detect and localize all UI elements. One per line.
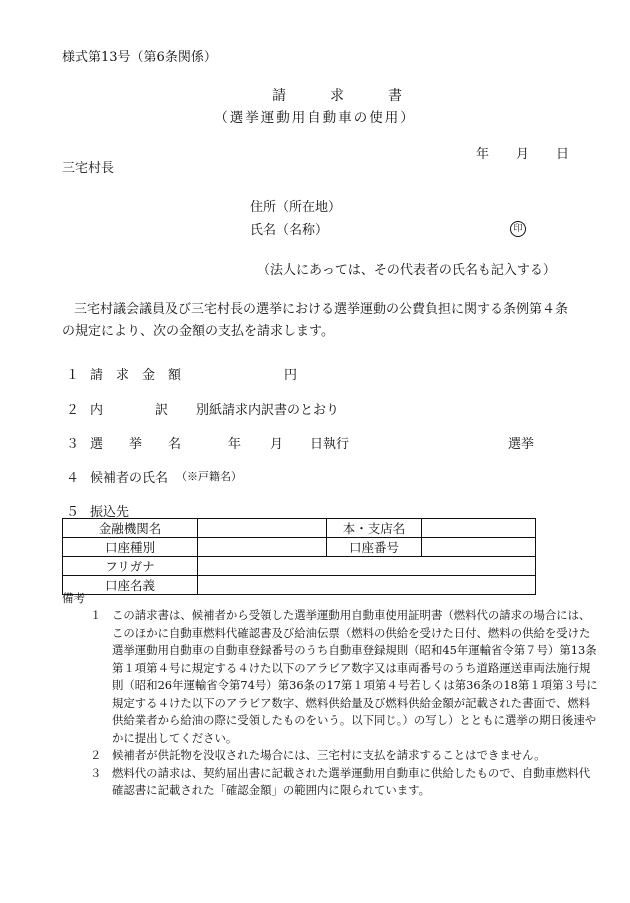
corporate-note: （法人にあっては、その代表者の氏名も記入する） — [257, 263, 556, 278]
address-label: 住所（所在地） — [250, 200, 342, 215]
table-row — [63, 557, 536, 576]
note-item — [78, 747, 598, 765]
item-label: 振込先 — [90, 505, 130, 520]
election-day-exec: 日執行 — [310, 437, 350, 452]
request-body-text: 三宅村議会議員及び三宅村長の選挙における選挙運動の公費負担に関する条例第４条の規定により、次の金額の支払を請求します。 — [62, 302, 569, 339]
item-number: ４ — [66, 471, 80, 486]
item-number: ５ — [66, 505, 80, 520]
date-year: 年 — [476, 147, 490, 162]
branch-label: 本・支店名 — [327, 519, 422, 538]
item-candidate-name — [62, 467, 582, 485]
form-number: 様式第13号（第6条関係） — [62, 50, 217, 65]
document-title: 請求書 — [272, 88, 446, 104]
amount-unit: 円 — [284, 368, 298, 383]
item-label: 請 求 金 額 — [90, 368, 182, 383]
item-request-amount — [62, 364, 582, 382]
note-text: この請求書は、候補者から受領した選挙運動用自動車使用証明書（燃料代の請求の場合には、このほかに自動車燃料代確認書及び給油伝票（燃料の供給を受けた日付、燃料の供給を受けた選挙運動用自動車の自動車登録番号のうち自動車登録規則（昭和45年運輸省令第７号）第13条第１項第４号に規定する４けた以下のアラビア数字又は車両番号のうち道路運送車両法施行規則（昭和26年運輸省令第74号）第36条の17第１項第４号若しくは第36条の18第１項第３号に規定する４けた以下のアラビア数字、燃料供給量及び燃料供給金額が記載された書面で、燃料供給業者から給油の際に受領したものをいう。以下同じ。）の写し）とともに選挙の期日後速やかに提出してください。 — [112, 608, 598, 745]
bank-name-label: 金融機関名 — [63, 519, 198, 538]
document-subtitle: （選挙運動用自動車の使用） — [214, 110, 416, 126]
item-value: 別紙請求内訳書のとおり — [196, 403, 340, 418]
notes-list — [78, 607, 598, 800]
item-number: ３ — [66, 437, 80, 452]
note-number: ２ — [90, 748, 102, 762]
election-suffix: 選挙 — [508, 437, 535, 452]
addressee: 三宅村長 — [62, 161, 115, 176]
table-row — [63, 576, 536, 595]
item-breakdown — [62, 399, 582, 417]
account-holder-field[interactable] — [198, 576, 536, 595]
seal-mark — [510, 219, 526, 237]
item-note: （※戸籍名） — [176, 470, 242, 483]
note-item — [78, 607, 598, 747]
item-number: １ — [66, 368, 80, 383]
note-item — [78, 765, 598, 800]
branch-field[interactable] — [422, 519, 536, 538]
note-text: 候補者が供託物を没収された場合には、三宅村に支払を請求することはできません。 — [112, 748, 546, 762]
account-number-field[interactable] — [422, 538, 536, 557]
account-number-label: 口座番号 — [327, 538, 422, 557]
name-label: 氏名（名称） — [250, 223, 329, 238]
account-type-label: 口座種別 — [63, 538, 198, 557]
notes-heading: 備考 — [62, 591, 85, 605]
date-day: 日 — [556, 147, 570, 162]
account-type-field[interactable] — [198, 538, 327, 557]
table-row — [63, 538, 536, 557]
bank-account-table — [62, 518, 536, 595]
election-year: 年 — [228, 437, 242, 452]
item-election-name — [62, 433, 582, 451]
bank-name-field[interactable] — [198, 519, 327, 538]
seal-icon: 印 — [510, 221, 526, 237]
note-text: 燃料代の請求は、契約届出書に記載された選挙運動用自動車に供給したもので、自動車燃料代確認書に記載された「確認金額」の範囲内に限られています。 — [112, 765, 591, 797]
date-month: 月 — [516, 147, 530, 162]
note-number: ３ — [90, 765, 102, 780]
item-label: 選 挙 名 — [90, 437, 182, 452]
furigana-field[interactable] — [198, 557, 536, 576]
item-number: ２ — [66, 403, 80, 418]
item-label: 候補者の氏名 — [90, 471, 169, 486]
election-month: 月 — [270, 437, 284, 452]
table-row — [63, 519, 536, 538]
account-holder-label: 口座名義 — [63, 576, 198, 595]
furigana-label: フリガナ — [63, 557, 198, 576]
note-number: １ — [90, 608, 102, 622]
item-label: 内 訳 — [90, 403, 169, 418]
item-transfer-destination — [62, 501, 582, 519]
